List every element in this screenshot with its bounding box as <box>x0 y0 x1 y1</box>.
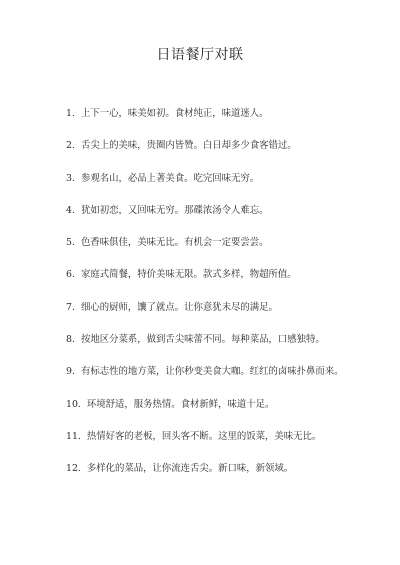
item-text: 热情好客的老板，回头客不断。这里的饭菜，美味无比。 <box>86 430 322 442</box>
item-text: 环境舒适，服务热情。食材新鲜，味道十足。 <box>86 398 275 410</box>
list-item <box>66 462 386 494</box>
item-number: 3. <box>66 172 75 184</box>
item-number: 12. <box>66 463 81 475</box>
list-item <box>66 107 386 139</box>
list-item <box>66 430 386 462</box>
item-number: 9. <box>66 366 75 378</box>
list-item <box>66 398 386 430</box>
list-item <box>66 236 386 268</box>
item-number: 11. <box>66 430 81 442</box>
list-item <box>66 139 386 171</box>
list-item <box>66 268 386 300</box>
item-number: 10. <box>66 398 81 410</box>
item-text: 有标志性的地方菜，让你秒变美食大咖。红红的卤味扑鼻而来。 <box>80 366 344 378</box>
item-text: 多样化的菜品，让你流连舌尖。新口味，新领域。 <box>86 463 294 475</box>
item-text: 上下一心，味美如初。食材纯正，味道迷人。 <box>80 108 269 119</box>
item-number: 8. <box>66 334 75 346</box>
item-text: 色香味俱佳，美味无比。有机会一定要尝尝。 <box>80 237 269 249</box>
list-item <box>66 172 386 204</box>
item-text: 犹如初恋，又回味无穷。那碟浓汤令人难忘。 <box>80 204 269 216</box>
item-number: 7. <box>66 301 75 313</box>
list-item <box>66 365 386 397</box>
item-number: 2. <box>66 140 75 152</box>
list-item <box>66 204 386 236</box>
item-number: 1. <box>66 108 75 119</box>
document-title: 日语餐厅对联 <box>156 47 244 63</box>
item-number: 4. <box>66 204 75 216</box>
list-item <box>66 333 386 365</box>
item-number: 5. <box>66 237 75 249</box>
list-item <box>66 301 386 333</box>
item-text: 细心的厨师，馕了就点。让你意犹未尽的满足。 <box>80 301 278 313</box>
item-number: 6. <box>66 269 75 281</box>
item-text: 家庭式简餐，特价美味无限。款式多样，物超所值。 <box>80 269 297 281</box>
item-text: 按地区分菜系，做到舌尖味蕾不同。每种菜品，口感独特。 <box>80 334 325 346</box>
item-text: 舌尖上的美味，贵圈内皆赞。白日却多少食客错过。 <box>80 140 297 152</box>
couplet-list <box>66 107 386 495</box>
item-text: 参观名山，必品上著美食。吃完回味无穷。 <box>80 172 260 184</box>
